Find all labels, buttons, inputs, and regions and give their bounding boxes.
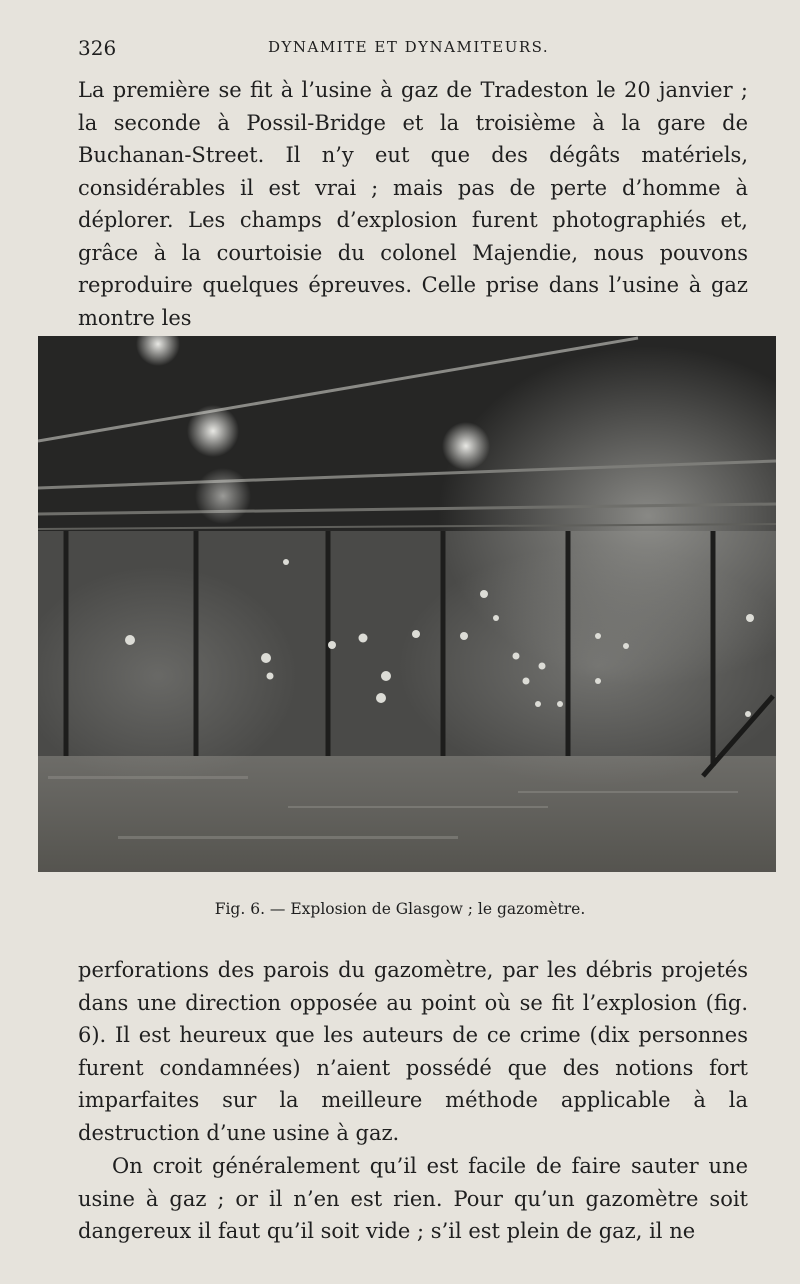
paragraph-1: La première se fit à l’usine à gaz de Tradeston le 20 janvier ; la seconde à Possil-Bridge et la troisième à la gare de Buchanan-Street. Il n’y eut que des dégâts matériels, considérables il est vrai ; mais pas de perte d’homme à déplorer. Les champs d’explosion furent photographiés et, grâce à la courtoisie du colonel Majendie, nous pouvons reproduire quelques épreuves. Celle prise dans l’usine à gaz montre les (78, 78, 748, 330)
paragraph-3: On croit généralement qu’il est facile de faire sauter une usine à gaz ; or il n’en est rien. Pour qu’un gazomètre soit dangereux il faut qu’il soit vide ; s’il est plein de gaz, il ne (78, 1154, 748, 1243)
figure-caption: Fig. 6. — Explosion de Glasgow ; le gazomètre. (214, 900, 586, 918)
paragraph-2: perforations des parois du gazomètre, par les débris projetés dans une direction opposée au point où se fit l’explosion (fig. 6). Il est heureux que les auteurs de ce crime (dix personnes furent condamnées) n’aient possédé que des notions fort imparfaites sur la meilleure méthode applicable à la destruction d’une usine à gaz. (78, 958, 748, 1145)
gasometer-photo (38, 336, 776, 872)
running-title: DYNAMITE ET DYNAMITEURS. (268, 38, 550, 56)
running-head (78, 36, 754, 62)
figure-photograph (38, 336, 776, 872)
page-number: 326 (78, 36, 117, 60)
